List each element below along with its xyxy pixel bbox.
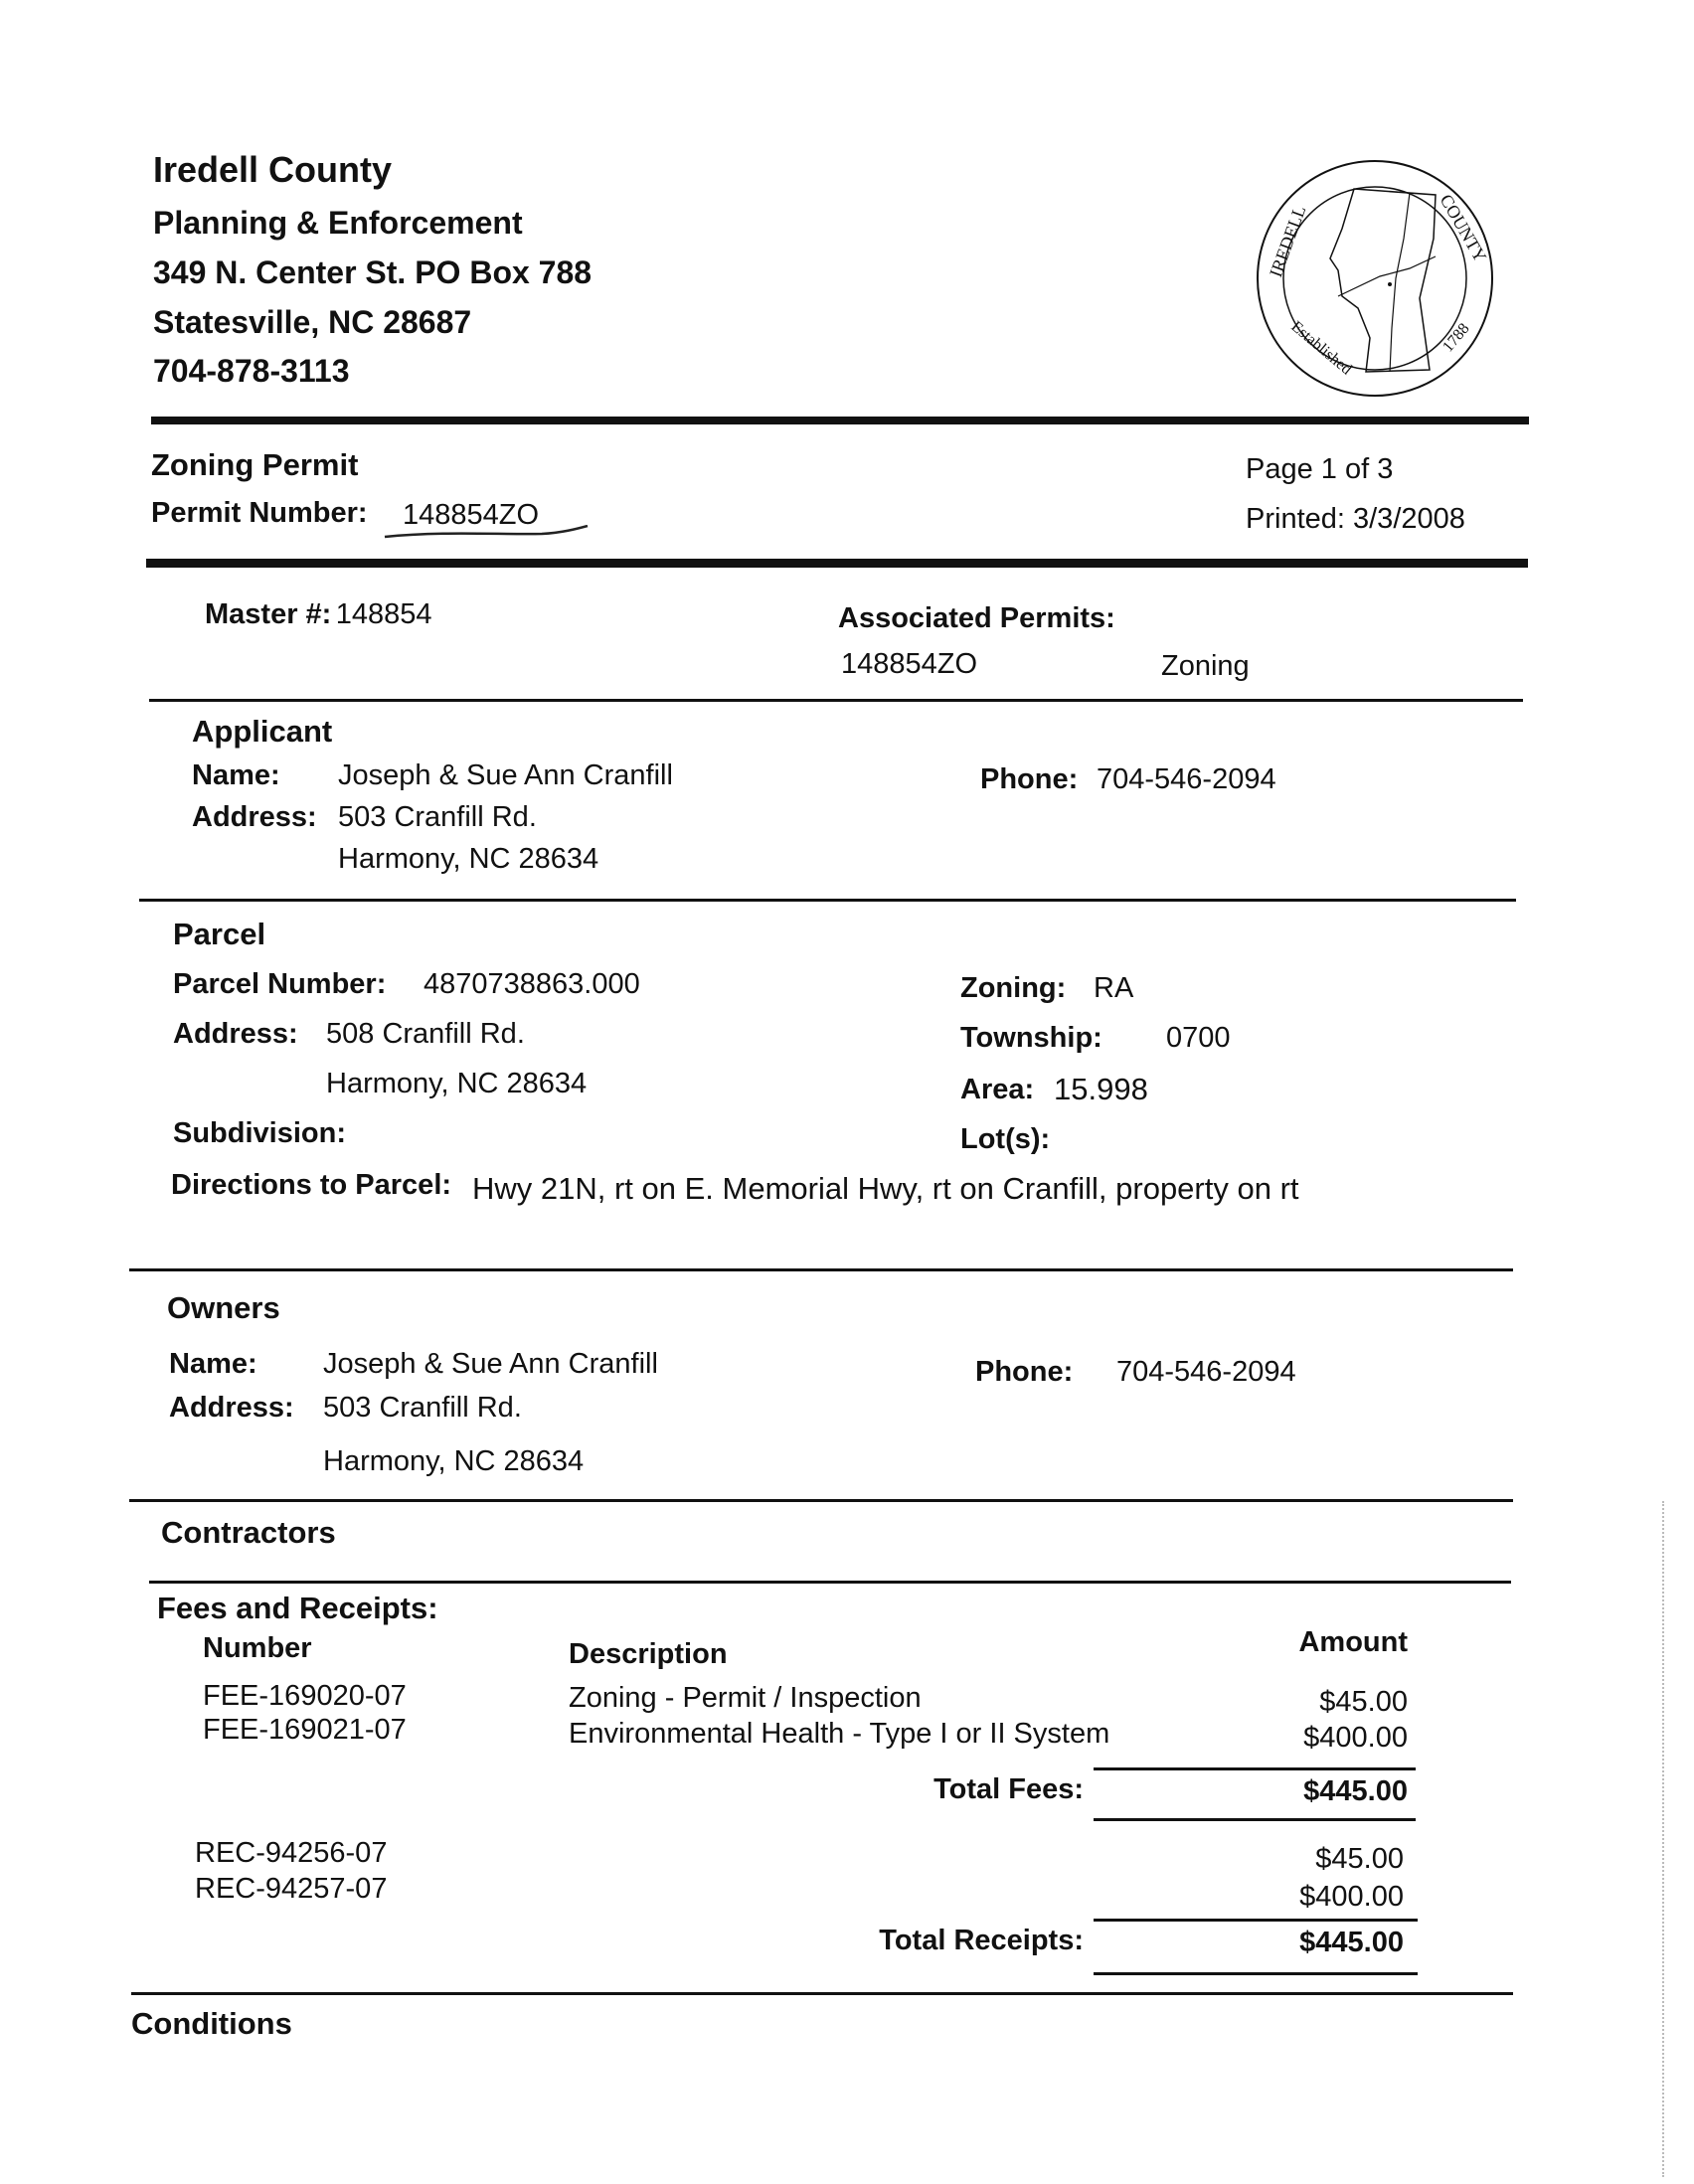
applicant-name-label: Name: <box>192 759 280 791</box>
total-rule <box>1094 1818 1416 1821</box>
owner-address-line1: 503 Cranfill Rd. <box>323 1392 522 1424</box>
directions-label: Directions to Parcel: <box>171 1169 452 1201</box>
lots-label: Lot(s): <box>960 1123 1051 1155</box>
associated-permit-type: Zoning <box>1161 650 1250 682</box>
seal-top-text: IREDELL <box>1265 203 1310 280</box>
area-value: 15.998 <box>1054 1072 1148 1106</box>
agency-city: Statesville, NC 28687 <box>153 304 472 340</box>
fee-description: Environmental Health - Type I or II System <box>569 1718 1110 1750</box>
parcel-number-label: Parcel Number: <box>173 968 387 1000</box>
owner-name-label: Name: <box>169 1348 257 1380</box>
page-indicator: Page 1 of 3 <box>1246 453 1394 485</box>
receipt-number: REC-94256-07 <box>195 1837 388 1869</box>
receipt-amount: $45.00 <box>1315 1843 1404 1875</box>
parcel-address-label: Address: <box>173 1018 298 1050</box>
applicant-name: Joseph & Sue Ann Cranfill <box>338 759 673 791</box>
total-fees-value: $445.00 <box>1303 1775 1408 1807</box>
header-divider <box>151 417 1529 424</box>
parcel-address-line2: Harmony, NC 28634 <box>326 1068 588 1099</box>
seal-right-text: COUNTY <box>1436 191 1491 265</box>
printed-date: Printed: 3/3/2008 <box>1246 503 1465 535</box>
associated-permits-label: Associated Permits: <box>838 602 1115 634</box>
permit-number: 148854ZO <box>403 499 540 531</box>
total-receipts-value: $445.00 <box>1299 1927 1404 1958</box>
subtotal-rule <box>1094 1767 1416 1770</box>
fees-col-amount: Amount <box>1298 1626 1408 1658</box>
parcel-address-line1: 508 Cranfill Rd. <box>326 1018 525 1050</box>
section-divider <box>149 1581 1511 1584</box>
total-fees-label: Total Fees: <box>933 1773 1084 1805</box>
receipt-number: REC-94257-07 <box>195 1873 388 1905</box>
owner-phone: 704-546-2094 <box>1116 1356 1296 1388</box>
conditions-heading: Conditions <box>131 2006 292 2041</box>
directions-value: Hwy 21N, rt on E. Memorial Hwy, rt on Cranfill, property on rt <box>472 1171 1299 1206</box>
applicant-address-line2: Harmony, NC 28634 <box>338 843 599 875</box>
master-value: 148854 <box>335 598 432 630</box>
fee-description: Zoning - Permit / Inspection <box>569 1682 922 1714</box>
county-seal-icon <box>1251 159 1499 398</box>
receipt-amount: $400.00 <box>1299 1881 1404 1913</box>
section-divider <box>129 1268 1513 1271</box>
permit-title: Zoning Permit <box>151 447 359 482</box>
fee-number: FEE-169020-07 <box>203 1680 407 1712</box>
agency-department: Planning & Enforcement <box>153 205 523 241</box>
associated-permit-number: 148854ZO <box>841 648 978 680</box>
parcel-heading: Parcel <box>173 917 266 951</box>
owner-address-label: Address: <box>169 1392 294 1424</box>
applicant-phone-label: Phone: <box>980 763 1079 795</box>
parcel-number: 4870738863.000 <box>424 968 640 1000</box>
section-divider <box>131 1992 1513 1995</box>
permit-divider <box>146 559 1528 568</box>
fees-col-description: Description <box>569 1638 728 1670</box>
agency-street: 349 N. Center St. PO Box 788 <box>153 254 593 290</box>
zoning-value: RA <box>1094 972 1134 1004</box>
seal-bottom-text: Established <box>1287 318 1355 379</box>
fee-amount: $45.00 <box>1319 1686 1408 1718</box>
subdivision-label: Subdivision: <box>173 1117 346 1149</box>
master-number <box>205 598 432 631</box>
agency-county: Iredell County <box>153 149 393 190</box>
contractors-heading: Contractors <box>161 1515 336 1550</box>
total-rule <box>1094 1972 1418 1975</box>
owners-heading: Owners <box>167 1290 280 1325</box>
fee-amount: $400.00 <box>1303 1722 1408 1754</box>
section-divider <box>139 899 1516 902</box>
applicant-address-label: Address: <box>192 801 317 833</box>
section-divider <box>149 699 1523 702</box>
seal-year-text: 1788 <box>1440 320 1473 356</box>
agency-phone: 704-878-3113 <box>153 353 350 389</box>
fee-number: FEE-169021-07 <box>203 1714 407 1746</box>
township-value: 0700 <box>1166 1022 1231 1054</box>
subtotal-rule <box>1094 1919 1418 1922</box>
total-receipts-label: Total Receipts: <box>879 1925 1084 1956</box>
fees-heading: Fees and Receipts: <box>157 1591 438 1625</box>
owner-phone-label: Phone: <box>975 1356 1074 1388</box>
applicant-heading: Applicant <box>192 714 333 749</box>
zoning-label: Zoning: <box>960 972 1067 1004</box>
handwritten-underline-icon <box>383 525 592 541</box>
master-label: Master #: <box>205 598 332 630</box>
fees-col-number: Number <box>203 1632 312 1664</box>
applicant-address-line1: 503 Cranfill Rd. <box>338 801 537 833</box>
permit-number-label: Permit Number: <box>151 497 368 529</box>
township-label: Township: <box>960 1022 1102 1054</box>
scan-edge-artifact <box>1662 1501 1666 2177</box>
applicant-phone: 704-546-2094 <box>1097 763 1276 795</box>
owner-name: Joseph & Sue Ann Cranfill <box>323 1348 658 1380</box>
section-divider <box>129 1499 1513 1502</box>
owner-address-line2: Harmony, NC 28634 <box>323 1445 585 1477</box>
area-label: Area: <box>960 1074 1035 1105</box>
